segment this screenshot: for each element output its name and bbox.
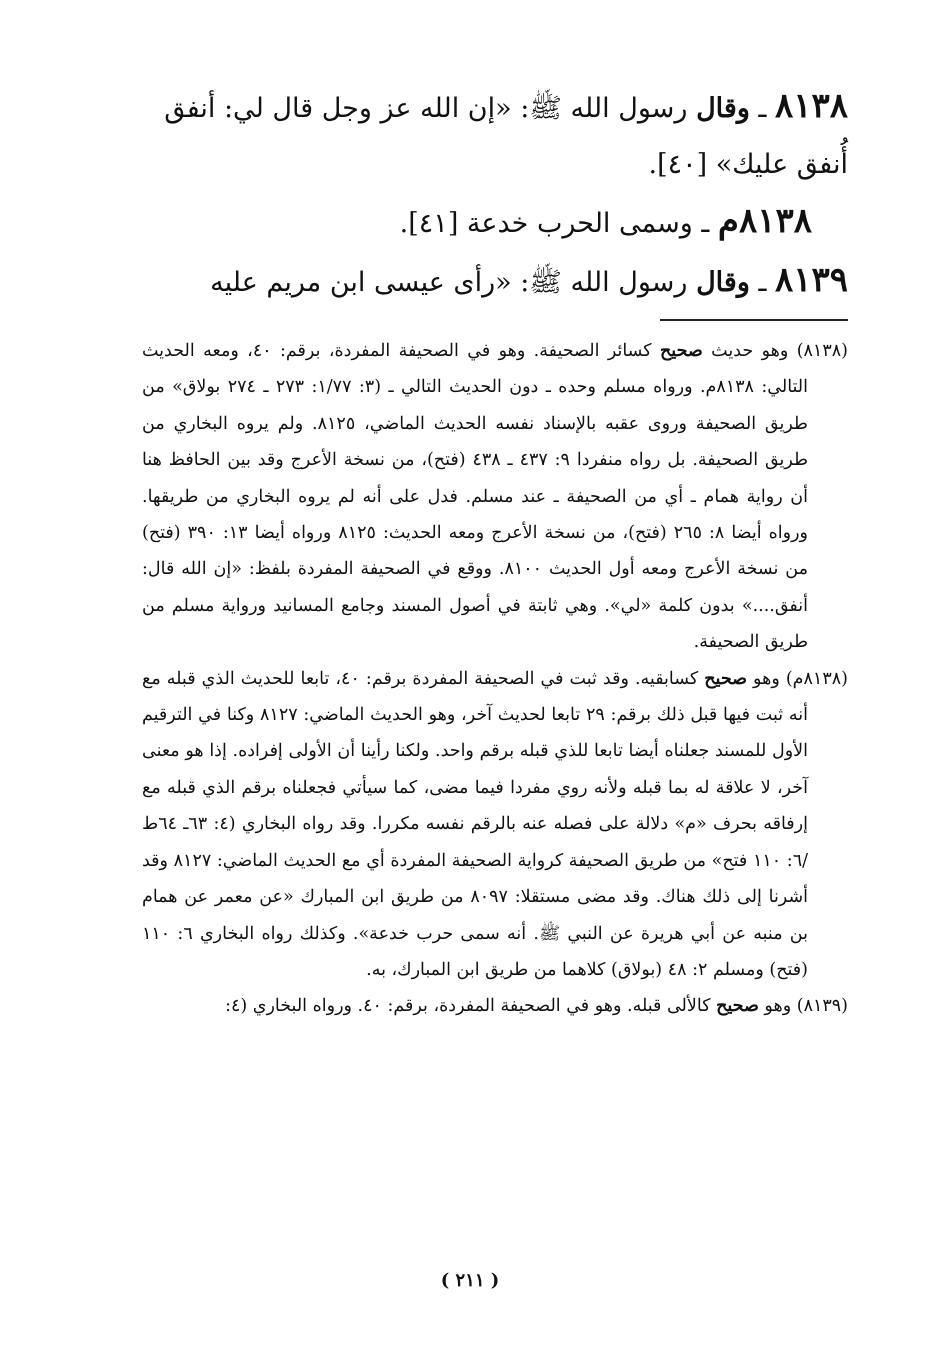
separator-dash: ـ bbox=[692, 208, 710, 239]
hadith-text: وسمى الحرب خدعة [٤١]. bbox=[399, 208, 693, 239]
footnote-lead: وهو bbox=[753, 668, 780, 689]
hadith-number: ٨١٣٨ bbox=[774, 86, 848, 126]
hadith-number: ٨١٣٩ bbox=[774, 260, 848, 300]
footnote-grade: صحيح bbox=[716, 996, 759, 1017]
page-number: ( ٢١١ ) bbox=[440, 1270, 500, 1291]
footnote-text: كالألى قبله. وهو في الصحيفة المفردة، برقم: ٤٠. ورواه البخاري (٤: bbox=[225, 996, 711, 1017]
footnote-ref: (٨١٣٩) bbox=[796, 996, 848, 1017]
footnote-grade: صحيح bbox=[660, 341, 703, 361]
footnote-lead: وهو bbox=[764, 996, 792, 1017]
footnote-ref: (٨١٣٨م) bbox=[785, 668, 848, 689]
footnote-8138m bbox=[142, 661, 848, 989]
footnote-8138 bbox=[142, 333, 848, 661]
hadith-text: رسول الله ﷺ: «رأى عيسى ابن مريم عليه bbox=[210, 267, 688, 298]
separator-dash: ـ bbox=[749, 93, 767, 124]
footnote-grade: صحيح bbox=[704, 668, 747, 689]
footnote-lead: وهو حديث bbox=[711, 341, 789, 361]
footnotes bbox=[142, 333, 848, 1025]
hadith-text: رسول الله ﷺ: «إن الله عز وجل قال لي: أنفق أُنفق عليك» [٤٠]. bbox=[164, 93, 848, 180]
footnote-text: كسابقيه. وقد ثبت في الصحيفة المفردة برقم: ٤٠، تابعا للحديث الذي قبله مع أنه ثبت فيها قبل ذلك برقم: ٢٩ تابعا لحديث آخر، وهو الحديث الماضي: ٨١٢٧ وكنا في الترقيم الأول للمسند جعلناه أيضا تابعا للذي قبله برقم واحد. ولكنا رأينا أن الأولى إفراده. إذا هو معنى آخر، لا علاقة له بما قبله ولأنه روي مفردا فيما مضى، كما سيأتي فجعلناه برقم الذي قبله مع إرفاقه بحرف «م» دلالة على فصله عنه بالرقم نفسه مكررا. وقد رواه البخاري (٤: ٦٣ـ ٦٤ط /٦: ١١٠ فتح» من طريق الصحيفة كرواية الصحيفة المفردة أي مع الحديث الماضي: ٨١٢٧ وقد أشرنا إلى ذلك هناك. وقد مضى مستقلا: ٨٠٩٧ من طريق ابن المبارك «عن معمر عن همام بن منبه عن أبي هريرة عن النبي ﷺ. أنه سمى حرب خدعة». وكذلك رواه البخاري ٦: ١١٠ (فتح) ومسلم ٢: ٤٨ (بولاق) كلاهما من طريق ابن المبارك، به. bbox=[142, 668, 808, 980]
hadith-8138 bbox=[140, 78, 848, 193]
hadith-number: ٨١٣٨م bbox=[717, 201, 812, 241]
hadith-keyword: وقال bbox=[696, 93, 750, 124]
footnote-8139 bbox=[142, 988, 848, 1024]
footnote-ref: (٨١٣٨) bbox=[796, 341, 848, 361]
hadith-8139 bbox=[140, 252, 848, 311]
hadith-keyword: وقال bbox=[696, 267, 750, 298]
footnote-text: كسائر الصحيفة. وهو في الصحيفة المفردة، برقم: ٤٠، ومعه الحديث التالي: ٨١٣٨م. ورواه مسلم وحده ـ دون الحديث التالي ـ (٣: ١/٧٧: ٢٧٣ ـ ٢٧٤ بولاق» من طريق الصحيفة وروى عقبه بالإسناد نفسه الحديث الماضي، ٨١٢٥. ولم يروه البخاري من طريق الصحيفة. بل رواه منفردا ٩: ٤٣٧ ـ ٤٣٨ (فتح)، من نسخة الأعرج وقد بين الحافظ هنا أن رواية همام ـ أي من الصحيفة ـ عند مسلم. فدل على أنه لم يروه البخاري من طريقها. ورواه أيضا ٨: ٢٦٥ (فتح)، من نسخة الأعرج ومعه الحديث: ٨١٢٥ ورواه أيضا ١٣: ٣٩٠ (فتح) من نسخة الأعرج ومعه أول الحديث ٨١٠٠. ووقع في الصحيفة المفردة بلفظ: «إن الله قال: أنفق....» بدون كلمة «لي». وهي ثابتة في أصول المسند وجامع المسانيد ورواية مسلم من طريق الصحيفة. bbox=[142, 341, 808, 653]
main-text bbox=[140, 78, 848, 311]
hadith-8138m bbox=[140, 193, 848, 252]
footnote-divider bbox=[660, 319, 848, 321]
separator-dash: ـ bbox=[749, 267, 767, 298]
